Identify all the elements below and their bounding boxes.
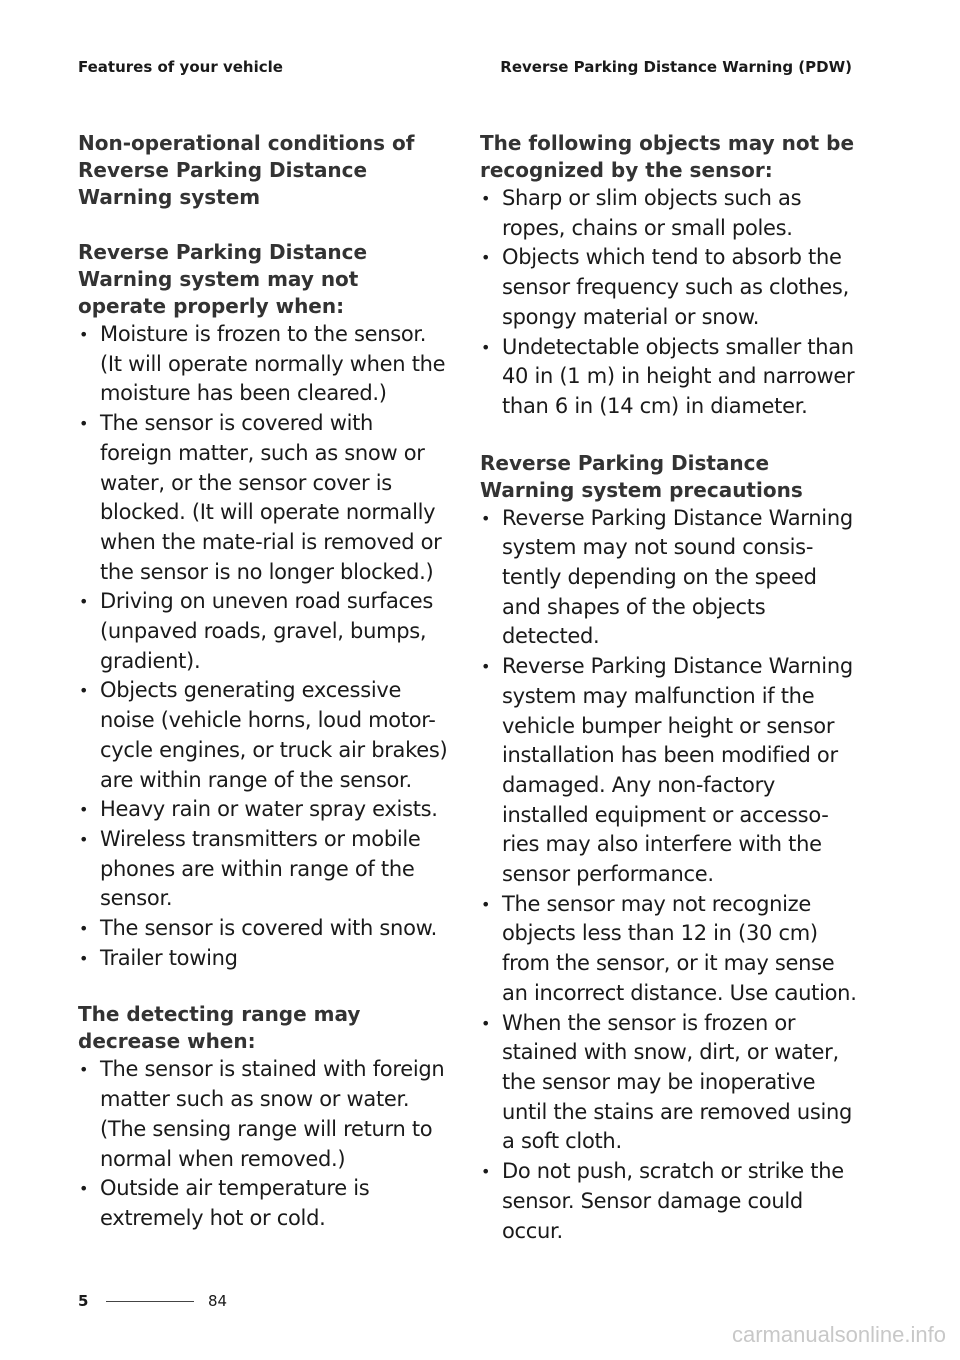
left-column xyxy=(78,130,450,1234)
bullet-icon: • xyxy=(481,657,491,677)
bullet-list xyxy=(480,504,860,1247)
list-item: • Objects generating excessive noise (vehicle horns, loud motor-cycle engines, or truck air brakes) are within range of the sensor. xyxy=(79,678,448,792)
chapter-number: 5 xyxy=(78,1292,89,1310)
bullet-icon: • xyxy=(79,414,89,434)
list-item: • Outside air temperature is extremely hot or cold. xyxy=(79,1176,370,1230)
bullet-icon: • xyxy=(481,189,491,208)
bullet-icon: • xyxy=(481,894,491,914)
bullet-icon: • xyxy=(79,325,89,344)
list-item: • Wireless transmitters or mobile phones are within range of the sensor. xyxy=(79,826,421,911)
section-title: Reverse Parking Distance Warning system may not operate properly when: xyxy=(78,240,368,318)
footer-divider xyxy=(106,1301,194,1302)
right-column xyxy=(480,130,860,1246)
list-item: • Reverse Parking Distance Warning system may malfunction if the vehicle bumper height or sensor installation has been modified or damaged. Any non-factory installed equipment or accesso-ries may also interfere with the sensor performance. xyxy=(481,654,853,887)
page-number: 84 xyxy=(208,1292,228,1310)
list-item: • Reverse Parking Distance Warning system may not sound consis-tently depending on the speed and shapes of the objects detected. xyxy=(481,505,853,649)
bullet-icon: • xyxy=(79,948,89,968)
bullet-icon: • xyxy=(79,1179,89,1199)
page-footer xyxy=(78,1292,227,1310)
list-item: • Do not push, scratch or strike the sensor. Sensor damage could occur. xyxy=(481,1159,844,1243)
header-section-title: Reverse Parking Distance Warning (PDW) xyxy=(500,58,852,76)
bullet-icon: • xyxy=(481,1013,491,1033)
bullet-list xyxy=(78,320,450,973)
list-item: • When the sensor is frozen or stained with snow, dirt, or water, the sensor may be inoperative until the stains are removed using a soft cloth. xyxy=(481,1010,853,1154)
bullet-icon: • xyxy=(79,800,89,820)
watermark-text: carmanualsonline.info xyxy=(731,1322,946,1347)
bullet-icon: • xyxy=(481,1162,491,1182)
list-item: • The sensor is stained with foreign matter such as snow or water. (The sensing range will return to normal when removed.) xyxy=(79,1057,445,1171)
list-item: • The sensor may not recognize objects less than 12 in (30 cm) from the sensor, or it may sense an incorrect distance. Use caution. xyxy=(481,891,857,1005)
list-item: • The sensor is covered with snow. xyxy=(78,914,450,944)
bullet-icon: • xyxy=(79,829,89,849)
list-item: • The sensor is covered with foreign matter, such as snow or water, or the sensor cover is blocked. (It will operate normally when the mate-rial is removed or the sensor is no longer blocked.) xyxy=(79,411,442,584)
list-item: • Heavy rain or water spray exists. xyxy=(78,795,450,825)
section-title: Non-operational conditions of Reverse Parking Distance Warning system xyxy=(78,131,415,209)
page-header xyxy=(78,58,852,76)
bullet-icon: • xyxy=(481,337,491,357)
list-item: • Objects which tend to absorb the sensor frequency such as clothes, spongy material or snow. xyxy=(481,245,849,329)
bullet-icon: • xyxy=(79,592,89,612)
bullet-icon: • xyxy=(481,248,491,268)
header-chapter-title: Features of your vehicle xyxy=(78,58,283,76)
bullet-list xyxy=(480,184,860,422)
bullet-icon: • xyxy=(79,1060,89,1080)
list-item: • Trailer towing xyxy=(78,944,450,974)
list-item: • Sharp or slim objects such as ropes, chains or small poles. xyxy=(481,186,802,240)
list-item: • Undetectable objects smaller than 40 in (1 m) in height and narrower than 6 in (14 cm) in diameter. xyxy=(481,334,855,418)
section-title: The detecting range may decrease when: xyxy=(78,1002,361,1054)
bullet-icon: • xyxy=(79,919,89,939)
bullet-list xyxy=(78,1055,450,1233)
list-item: • Moisture is frozen to the sensor. (It will operate normally when the moisture has been cleared.) xyxy=(79,322,446,406)
bullet-icon: • xyxy=(481,508,491,528)
bullet-icon: • xyxy=(79,681,89,701)
section-title: The following objects may not be recognized by the sensor: xyxy=(480,131,855,182)
section-title: Reverse Parking Distance Warning system precautions xyxy=(480,450,803,502)
list-item: • Driving on uneven road surfaces (unpaved roads, gravel, bumps, gradient). xyxy=(79,589,434,673)
